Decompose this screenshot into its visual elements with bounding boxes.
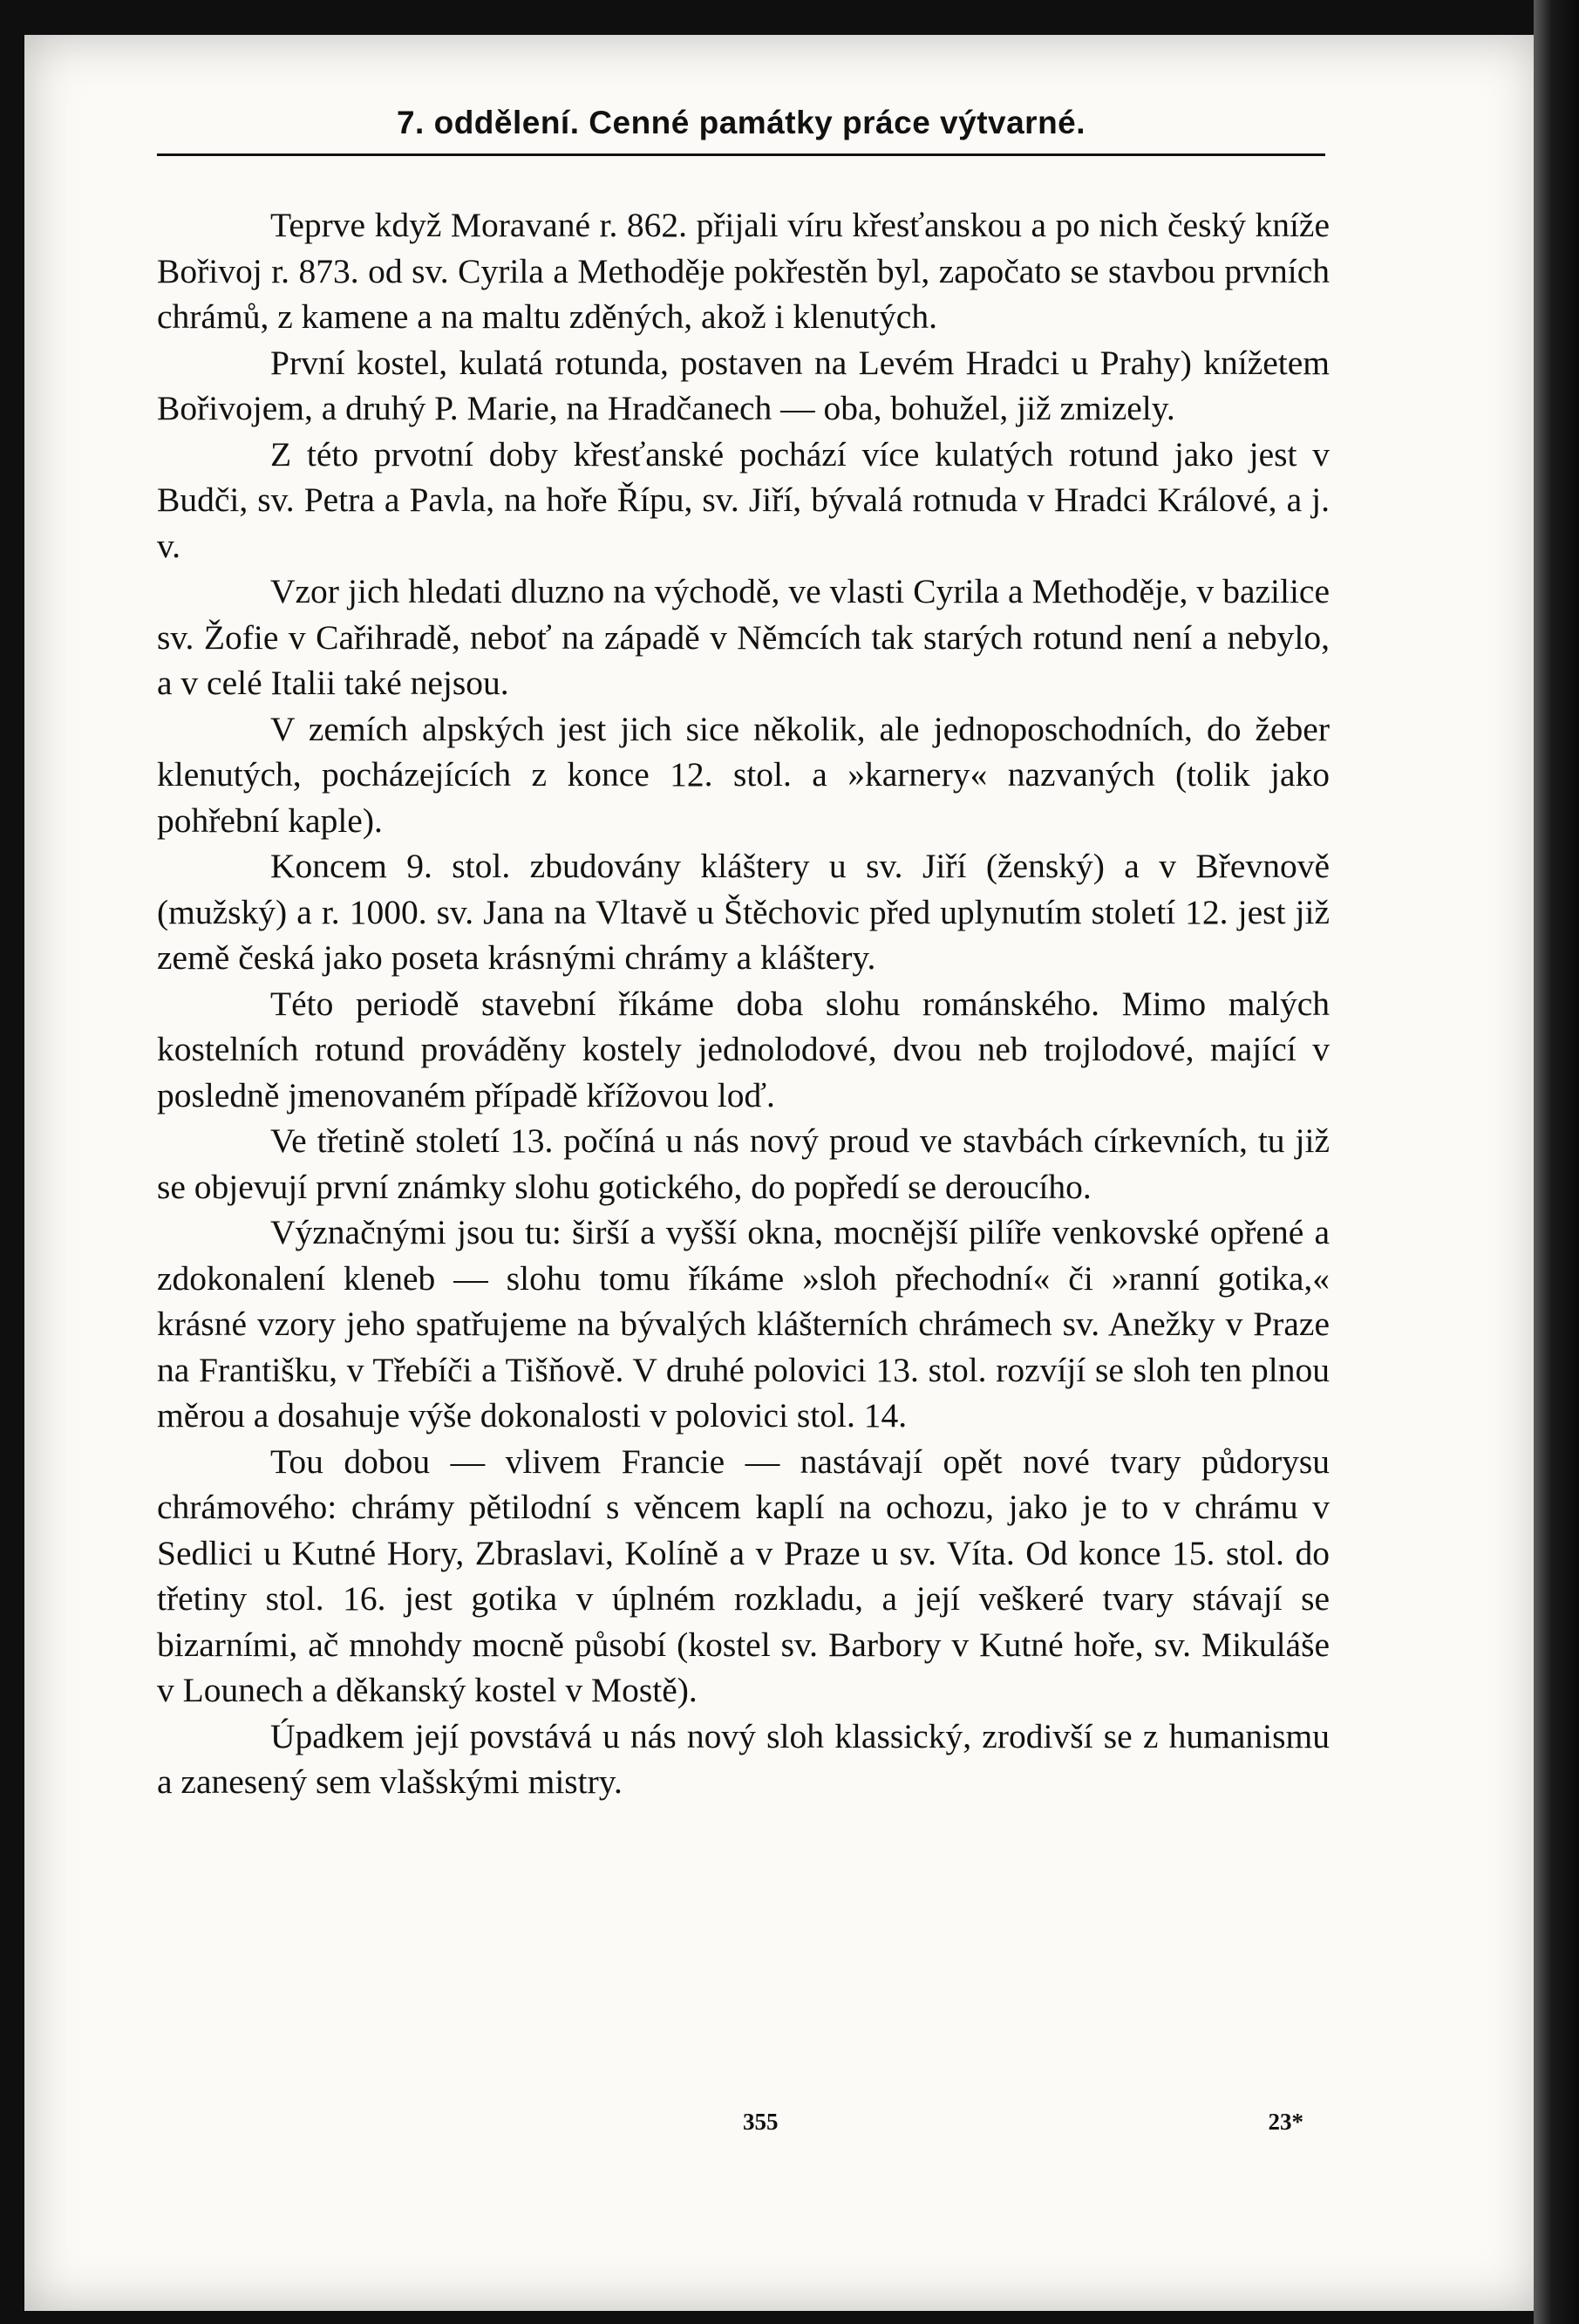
paragraph: První kostel, kulatá rotunda, postaven na Levém Hradci u Prahy) knížetem Bořivojem, a druhý P. Marie, na Hradčanech — oba, bohužel, již zmizely. xyxy=(157,343,1330,427)
main-text xyxy=(157,202,1330,1805)
sheet-signature: 23* xyxy=(1268,2109,1303,2135)
paragraph: Ve třetině století 13. počíná u nás nový proud ve stavbách církevních, tu již se objevují první známky slohu gotického, do popředí se deroucího. xyxy=(157,1121,1330,1206)
paragraph: Úpadkem její povstává u nás nový sloh klassický, zrodivší se z humanismu a zanesený sem vlašskými mistry. xyxy=(157,1716,1330,1801)
paragraph: Význačnými jsou tu: širší a vyšší okna, mocnější pilíře venkovské opřené a zdokonalení kleneb — slohu tomu říkáme »sloh přechodní« či »ranní gotika,« krásné vzory jeho spatřujeme na bývalých klášterních chrámech sv. Anežky v Praze na Františku, v Třebíči a Tišňově. V druhé polovici 13. stol. rozvíjí se sloh ten plnou měrou a dosahuje výše dokonalosti v polovici stol. 14. xyxy=(157,1213,1330,1435)
page-number: 355 xyxy=(743,2109,779,2135)
paragraph: Koncem 9. stol. zbudovány kláštery u sv. Jiří (ženský) a v Břevnově (mužský) a r. 1000. sv. Jana na Vltavě u Štěchovic před uplynutím století 12. jest již země česká jako poseta krásnými chrámy a kláštery. xyxy=(157,847,1330,977)
paragraph: Vzor jich hledati dluzno na východě, ve vlasti Cyrila a Methoděje, v bazilice sv. Žofie v Cařihradě, neboť na západě v Němcích tak starých rotund není a nebylo, a v celé Italii také nejsou. xyxy=(157,572,1330,702)
running-header xyxy=(157,98,1325,156)
paragraph: Této periodě stavební říkáme doba slohu románského. Mimo malých kostelních rotund prováděny kostely jednolodové, dvou neb trojlodové, mající v posledně jmenovaném případě křížovou loď. xyxy=(157,984,1330,1114)
paragraph: Tou dobou — vlivem Francie — nastávají opět nové tvary půdorysu chrámového: chrámy pětilodní s věncem kaplí na ochozu, jako je to v chrámu v Sedlici u Kutné Hory, Zbraslavi, Kolíně a v Praze u sv. Víta. Od konce 15. stol. do třetiny stol. 16. jest gotika v úplném rozkladu, a její veškeré tvary stávají se bizarními, ač mnohdy mocně působí (kostel sv. Barbory v Kutné hoře, sv. Mikuláše v Lounech a děkanský kostel v Mostě). xyxy=(157,1441,1330,1709)
paragraph: V zemích alpských jest jich sice několik, ale jednoposchodních, do žeber klenutých, pocházejících z konce 12. stol. a »karnery« nazvaných (tolik jako pohřební kaple). xyxy=(157,709,1330,840)
page-edge-shadow xyxy=(1534,0,1579,2324)
paragraph: Z této prvotní doby křesťanské pochází více kulatých rotund jako jest v Budči, sv. Petra a Pavla, na hoře Řípu, sv. Jiří, bývalá rotnuda v Hradci Králové, a j. v. xyxy=(157,434,1330,565)
page-footer xyxy=(157,2109,1330,2150)
section-title: 7. oddělení. Cenné památky práce výtvarné. xyxy=(396,105,1086,140)
paragraph: Teprve když Moravané r. 862. přijali víru křesťanskou a po nich český kníže Bořivoj r. 873. od sv. Cyrila a Methoděje pokřestěn byl, započato se stavbou prvních chrámů, z kamene a na maltu zděných, akož i klenutých. xyxy=(157,206,1330,336)
